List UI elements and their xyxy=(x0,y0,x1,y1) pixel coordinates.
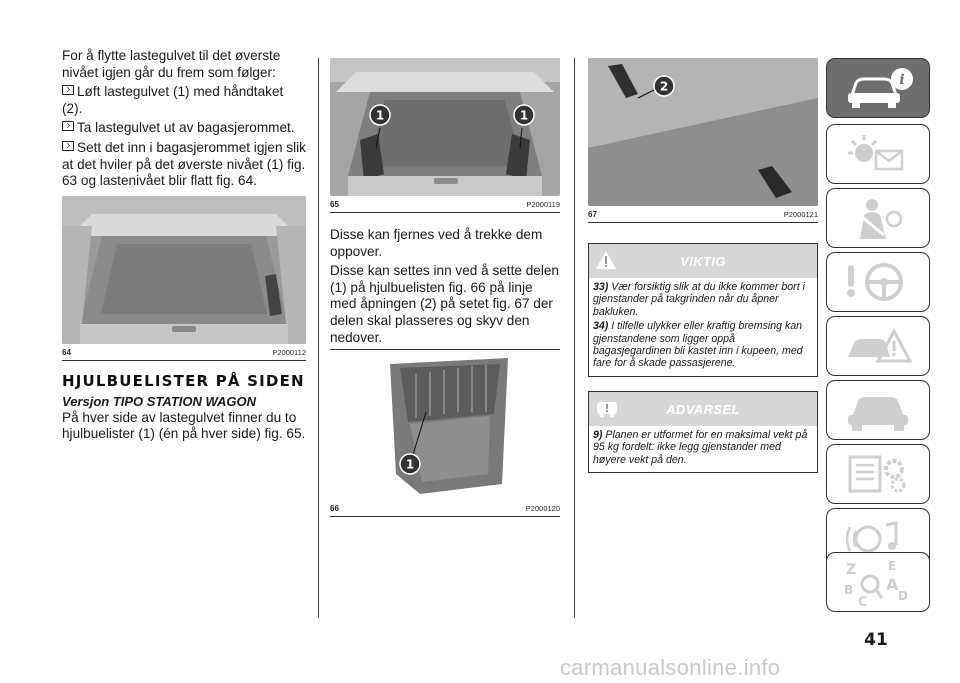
column-divider-2 xyxy=(574,58,575,618)
figure-code: P2000112 xyxy=(272,347,306,357)
list-item: Løft lastegulvet (1) med håndtaket (2). xyxy=(62,84,284,116)
callout-label: 1 xyxy=(405,457,415,472)
figure-64-caption xyxy=(62,348,306,357)
figure-top-rule xyxy=(330,349,560,350)
steering-wheel-icon xyxy=(838,259,918,305)
note-item: 9) Planen er utformet for en maksimal vekt på 95 kg fordelt: ikke legg gjenstander med høyere vekt på den. xyxy=(593,428,808,466)
figure-65-image xyxy=(330,58,560,196)
paragraph: Disse kan fjernes ved å trekke dem oppover. xyxy=(330,227,543,259)
callout-label: 1 xyxy=(375,108,385,123)
caption-rule xyxy=(330,516,560,517)
figure-code: P2000121 xyxy=(783,210,818,219)
breakdown-icon xyxy=(838,323,918,369)
alphabet-index-icon xyxy=(838,556,918,608)
callout-label: 1 xyxy=(519,108,529,123)
advarsel-body xyxy=(589,426,817,472)
car-info-icon xyxy=(838,65,918,111)
svg-text:Z: Z xyxy=(846,562,857,578)
svg-text:E: E xyxy=(888,559,897,573)
intro-text: For å flytte lastegulvet til det øverste nivået igjen går du frem som følger: xyxy=(62,48,281,80)
checkbox-icon xyxy=(62,121,74,131)
column-2 xyxy=(330,58,560,517)
figure-67-image xyxy=(588,58,818,206)
viktig-body xyxy=(589,278,817,376)
tab-starting-driving[interactable] xyxy=(826,252,930,312)
column-3 xyxy=(588,58,818,473)
page-number: 41 xyxy=(864,630,888,650)
seatbelt-person-icon xyxy=(838,195,918,241)
dashboard-lights-icon xyxy=(838,131,918,177)
figure-code: P2000119 xyxy=(526,200,560,209)
car-maintenance-icon xyxy=(838,387,918,433)
section-title: HJULBUELISTER PÅ SIDEN xyxy=(62,371,305,390)
note-item: 33) Vær forsiktig slik at du ikke kommer bort i gjenstander på takgrinden når du åpner bakluken. xyxy=(593,281,805,318)
watermark: carmanualsonline.info xyxy=(560,655,781,680)
svg-text:D: D xyxy=(898,589,908,603)
figure-number: 66 xyxy=(330,504,339,514)
callout-label: 2 xyxy=(659,79,669,94)
column-1 xyxy=(62,48,306,446)
figure-code: P2000120 xyxy=(525,504,560,514)
tab-technical-data[interactable] xyxy=(826,444,930,504)
tab-emergency[interactable] xyxy=(826,316,930,376)
figure-number: 64 xyxy=(62,347,71,357)
viktig-title: VIKTIG xyxy=(680,254,726,269)
figure-67-caption xyxy=(588,210,818,219)
tab-index[interactable] xyxy=(826,552,930,612)
checkbox-icon xyxy=(62,85,74,95)
figure-64-image xyxy=(62,196,306,344)
checkbox-icon xyxy=(62,141,74,151)
viktig-box xyxy=(588,243,818,377)
svg-text:C: C xyxy=(858,595,868,608)
specs-gear-icon xyxy=(838,451,918,497)
note-item: 34) I tilfelle ulykker eller kraftig bremsing kan gjenstandene som ligger oppå bagasjegardinen bli kastet inn i kupeen, med fare for å skade passasjerene. xyxy=(593,320,803,370)
viktig-header xyxy=(589,244,817,278)
tab-warning-lights[interactable] xyxy=(826,124,930,184)
caption-rule xyxy=(588,222,818,223)
svg-text:B: B xyxy=(844,583,854,597)
list-item: Ta lastegulvet ut av bagasjerommet. xyxy=(62,120,306,137)
figure-66-image xyxy=(330,354,560,500)
figure-66-caption xyxy=(330,504,560,513)
figure-65-caption xyxy=(330,200,560,209)
column-divider-1 xyxy=(318,58,319,618)
tab-car-info[interactable] xyxy=(826,58,930,118)
advarsel-header xyxy=(589,392,817,426)
paragraph: Disse kan settes inn ved å sette delen (1) på hjulbuelisten fig. 66 på linje med åpningen (2) på setet fig. 67 der delen skal plasseres og skyv den nedover. xyxy=(330,263,559,345)
tab-maintenance[interactable] xyxy=(826,380,930,440)
figure-number: 65 xyxy=(330,200,339,209)
section-text: På hver side av lastegulvet finner du to hjulbuelister (1) (én på hver side) fig. 65. xyxy=(62,409,306,442)
figure-number: 67 xyxy=(588,210,597,219)
svg-text:A: A xyxy=(886,575,899,594)
caption-rule xyxy=(330,212,560,213)
advarsel-box xyxy=(588,391,818,473)
tab-safety[interactable] xyxy=(826,188,930,248)
subsection-title: Versjon TIPO STATION WAGON xyxy=(62,393,257,409)
caption-rule xyxy=(62,360,306,361)
list-item: Sett det inn i bagasjerommet igjen slik at det hviler på det øverste nivået (1) fig. 63 og lastenivået blir flatt fig. 64. xyxy=(62,139,306,189)
advarsel-title: ADVARSEL xyxy=(666,401,740,417)
svg-text:i: i xyxy=(899,72,905,88)
